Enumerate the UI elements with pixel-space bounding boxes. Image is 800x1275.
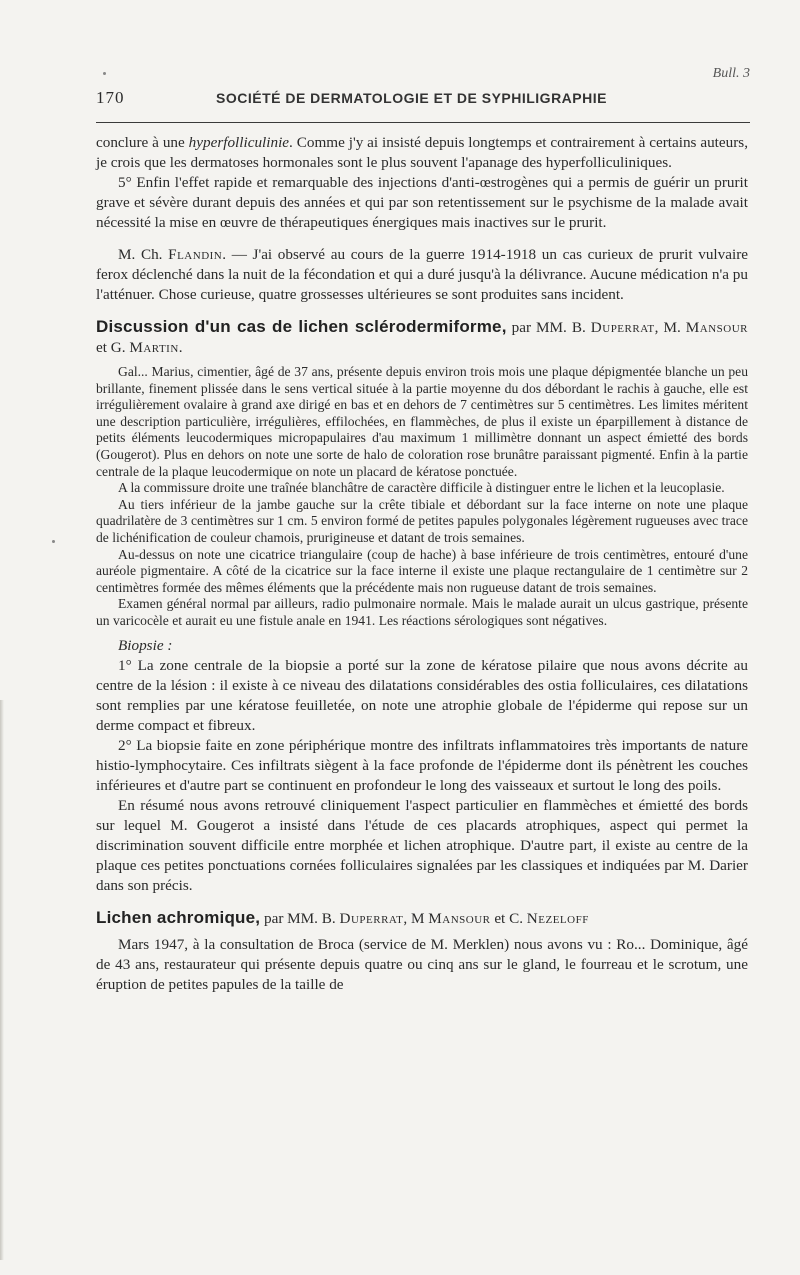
corner-annotation: Bull. 3 xyxy=(712,66,750,81)
section-heading-1 xyxy=(96,317,748,358)
text-run: conclure à une xyxy=(96,134,189,151)
biopsy-label: Biopsie : xyxy=(118,636,173,654)
author-name: Duperrat xyxy=(590,319,655,336)
flandin-comment xyxy=(96,245,748,305)
print-speck xyxy=(103,72,106,75)
biopsy-paragraph: 1° La zone centrale de la biopsie a porté sur la zone de kératose pilaire que nous avons décrite au centre de la lésion : il existe à ce niveau des dilatations considérables des ostia folliculaires, ces dilatations sont remplies par une kératose feuilletée, on note une atrophie globale de l'épiderme qui repose sur un derme compact et fibreux. xyxy=(96,656,748,734)
section-title: Lichen achromique, xyxy=(96,907,261,927)
journal-title: SOCIÉTÉ DE DERMATOLOGIE ET DE SYPHILIGRAPHIE xyxy=(216,90,607,106)
author-name: Martin xyxy=(129,339,179,356)
summary-paragraph: En résumé nous avons retrouvé cliniquement l'aspect particulier en flammèches et émietté des bords sur lequel M. Gougerot a insisté dans l'étude de ces placards atrophiques, aspect qui permet la discrimination souvent difficile entre morphée et lichen atrophique. D'autre part, il existe au centre de la plaque ces petites ponctuations cornées folliculaires signalées par les classiques et indiquées par M. Darier dans son précis. xyxy=(96,796,748,894)
text-run: . Comme j'y ai insisté depuis longtemps et contrairement à certains auteurs, je crois que les dermatoses hormonales sont le plus souvent l'apanage des hyperfolliculiniques. xyxy=(96,134,748,171)
case-paragraph: Au-dessus on note une cicatrice triangulaire (coup de hache) à base inférieure de trois centimètres, entouré d'une auréole pigmentaire. A côté de la cicatrice sur la face interne il existe une plaque rectangulaire de 1 centimètre sur 2 centimètres formée des mêmes éléments que la précédente mais non rugueuse datant de trois semaines. xyxy=(96,546,748,595)
text-run: et C. xyxy=(490,909,527,927)
text-run: . — J'ai observé au cours de la guerre 1914-1918 un cas curieux de prurit vulvaire ferox déclenché dans la nuit de la fécondation et qui a duré jusqu'à la délivrance. Aucune médication n'a pu l'atténuer. Chose curieuse, quatre grossesses ultérieures se sont produites sans incident. xyxy=(96,246,748,303)
text-run: par MM. B. xyxy=(506,319,591,336)
author-name: Duperrat xyxy=(339,909,404,927)
author-name: Mansour xyxy=(685,319,748,336)
print-speck xyxy=(52,540,55,543)
text-run: , M xyxy=(403,909,429,927)
case-paragraph-2: Mars 1947, à la consultation de Broca (service de M. Merklen) nous avons vu : Ro... Dominique, âgé de 43 ans, restaurateur qui présente depuis quatre ou cinq ans sur le gland, le fourreau et le scrotum, une éruption de petites papules de la taille de xyxy=(96,935,748,993)
text-run: par MM. B. xyxy=(260,909,340,927)
page-number: 170 xyxy=(96,88,125,107)
section-heading-2 xyxy=(96,908,748,929)
case-paragraph: Gal... Marius, cimentier, âgé de 37 ans, présente depuis environ trois mois une plaque dépigmentée blanche un peu brillante, finement plissée dans le sens vertical située à la partie moyenne du dos débordant le rachis à gauche, elle est irrégulièrement ovalaire à grand axe dirigé en bas et en dehors de 7 centimètres sur 5 centimètres. Les limites méritent une description particulière, irrégulières, effilochées, en flammèches, de plus il existe un éparpillement à distance de petits éléments leucodermiques micropapulaires d'au maximum 1 millimètre donnant un aspect émietté des bords (Gougerot). Plus en dehors on note une sorte de halo de coloration rose brunâtre paraissant pigmenté. Enfin à la partie centrale de la plaque leucodermique on note un placard de kératose ponctuée. xyxy=(96,364,748,479)
case-paragraph: A la commissure droite une traînée blanchâtre de caractère difficile à distinguer entre le lichen et la leucoplasie. xyxy=(118,480,725,496)
running-header xyxy=(96,88,750,112)
text-run: et G. xyxy=(96,339,130,356)
case-paragraph: Examen général normal par ailleurs, radio pulmonaire normale. Mais le malade aurait un ulcus gastrique, présente un varicocèle et aurait eu une fistule anale en 1941. Les réactions sérologiques sont négatives. xyxy=(96,596,748,628)
case-paragraph: Au tiers inférieur de la jambe gauche sur la crête tibiale et débordant sur la face interne on note une plaque quadrilatère de 3 centimètres sur 1 cm. 5 environ formé de petites papules polygonales légèrement rugueuses avec trace de lichénification de couleur chamois, prurigineuse et datant de trois semaines. xyxy=(96,496,748,545)
author-name: Nezeloff xyxy=(526,909,589,927)
italic-term: hyperfolliculinie xyxy=(188,134,290,151)
text-run: , M. xyxy=(654,319,686,336)
page-body xyxy=(96,133,748,995)
page-edge-shadow xyxy=(0,700,4,1260)
section-title: Discussion d'un cas de lichen sclérodermiforme, xyxy=(96,317,507,336)
intro-paragraph-1 xyxy=(96,133,748,173)
author-name: Mansour xyxy=(428,909,491,927)
text-run: . xyxy=(178,339,183,356)
text-run: M. Ch. xyxy=(118,246,169,263)
biopsy-paragraph: 2° La biopsie faite en zone périphérique montre des infiltrats inflammatoires très importants de nature histio-lymphocytaire. Ces infiltrats siègent à la face profonde de l'épiderme dont ils pénètrent les couches inférieures et d'autre part se continuent en profondeur le long des vaisseaux et surtout le long des poils. xyxy=(96,736,748,794)
intro-paragraph-2: 5° Enfin l'effet rapide et remarquable des injections d'anti-œstrogènes qui a permis de guérir un prurit grave et sévère durant depuis des années et qui par son retentissement sur le psychisme de la malade avait nécessité la mise en œuvre de thérapeutiques énergiques mais inactives sur le prurit. xyxy=(96,174,748,231)
header-rule xyxy=(96,122,750,123)
author-name: Flandin xyxy=(168,246,223,263)
